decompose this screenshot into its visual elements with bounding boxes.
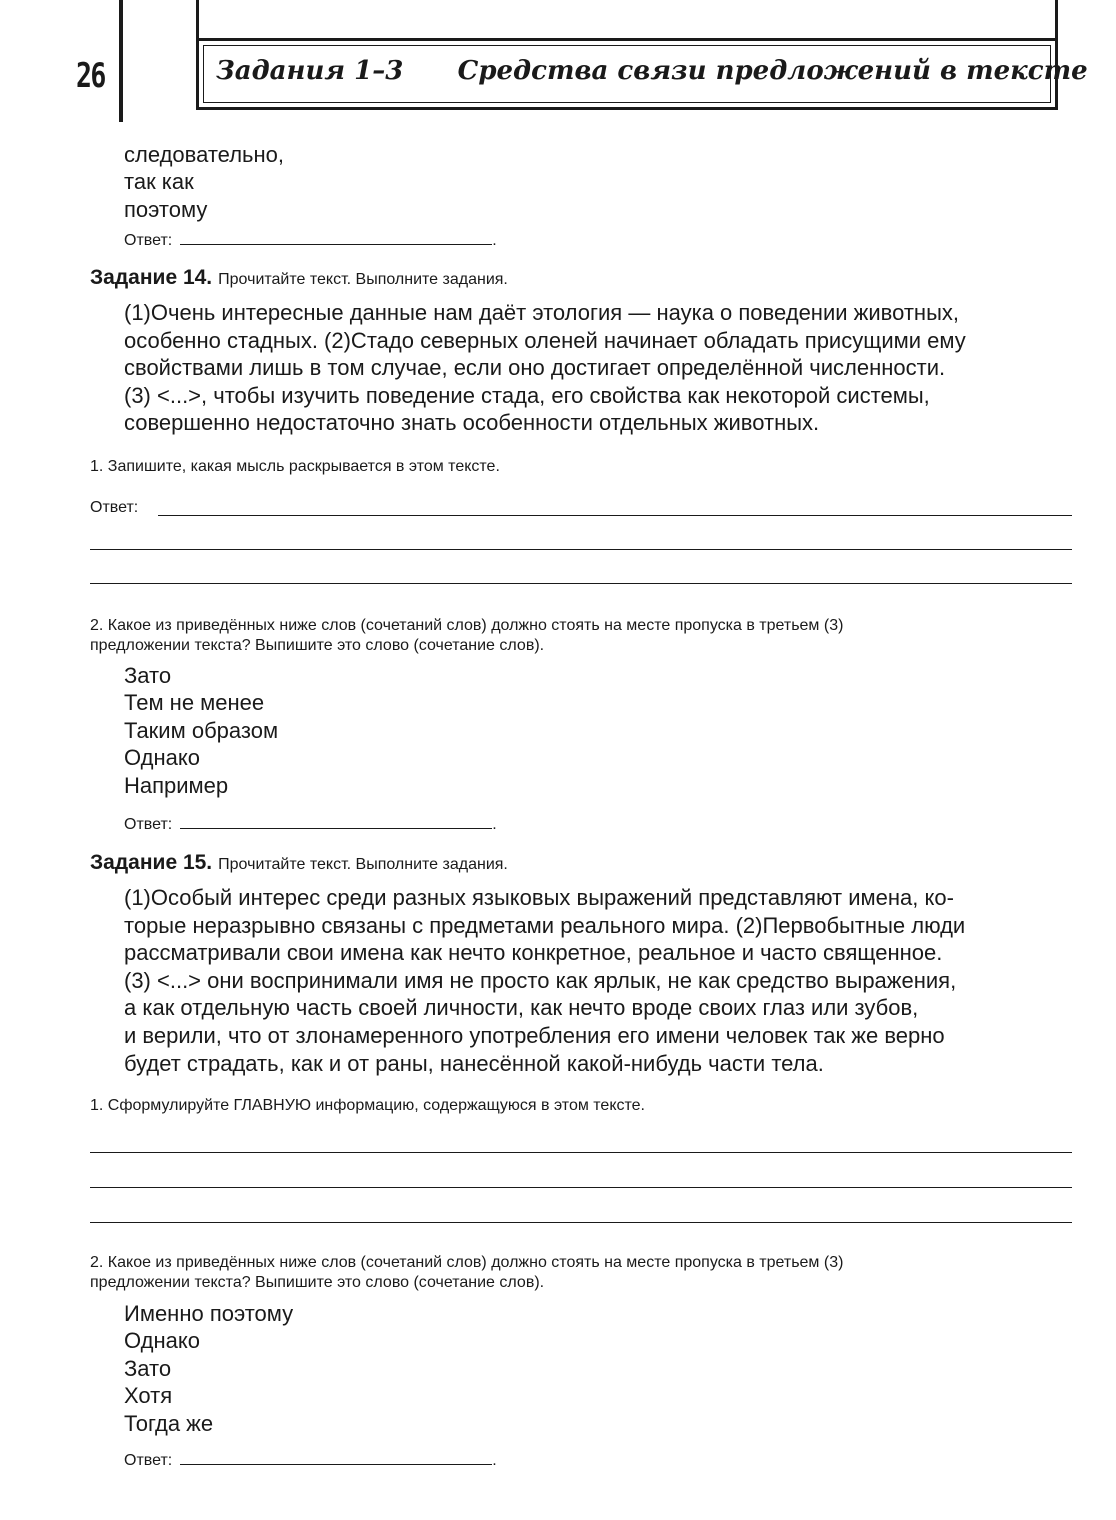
- task14-q1-answer-line[interactable]: [158, 515, 1072, 516]
- left-margin-bar: [119, 0, 123, 122]
- text-line: свойствами лишь в том случае, если оно достигает определённой численности.: [124, 355, 946, 381]
- option-item: Например: [124, 772, 229, 798]
- task14-text: [124, 299, 1072, 437]
- header-topic: Средства связи предложений в тексте: [457, 56, 1088, 86]
- option-item: Именно поэтому: [124, 1301, 294, 1326]
- text-line: а как отдельную часть своей личности, как нечто вроде своих глаз или зубов,: [124, 995, 919, 1021]
- answer-label: Ответ:: [124, 816, 173, 833]
- text-line: особенно стадных. (2)Стадо северных оленей начинает обладать присущими ему: [124, 327, 966, 353]
- text-line: (3) <...>, чтобы изучить поведение стада, его свойства как некоторой системы,: [124, 382, 930, 408]
- task14-q1-answer-line[interactable]: [90, 583, 1072, 584]
- task14-q1-answer-label: Ответ:: [90, 499, 139, 516]
- answer-blank[interactable]: [180, 228, 492, 245]
- text-line: (1)Особый интерес среди разных языковых выражений представляют имена, ко-: [124, 885, 954, 910]
- option-item: так как: [124, 169, 194, 195]
- text-line: и верили, что от злонамеренного употребления его имени человек так же верно: [124, 1022, 945, 1048]
- option-item: поэтому: [124, 196, 208, 222]
- task15-q1-answer-line[interactable]: [90, 1187, 1072, 1188]
- page-number: 26: [76, 56, 105, 96]
- task14-question-2: 2. Какое из приведённых ниже слов (сочетаний слов) должно стоять на месте пропуска в третьем (3) предложении текста? Выпишите это слово (сочетание слов).: [90, 617, 844, 654]
- task15-heading: [90, 851, 508, 875]
- text-line: рассматривали свои имена как нечто конкретное, реальное и часто священное.: [124, 940, 943, 966]
- option-item: Тогда же: [124, 1410, 214, 1436]
- task15-options: [124, 1300, 293, 1437]
- task14-title: Задание 14.: [90, 266, 213, 289]
- text-line: будет страдать, как и от раны, нанесённой какой-нибудь части тела.: [124, 1050, 824, 1076]
- answer-blank[interactable]: [180, 1448, 492, 1465]
- text-line: торые неразрывно связаны с предметами реального мира. (2)Первобытные люди: [124, 912, 966, 938]
- option-item: Таким образом: [124, 717, 279, 743]
- task15-q1-answer-line[interactable]: [90, 1152, 1072, 1153]
- option-item: Тем не менее: [124, 690, 265, 716]
- option-item: Однако: [124, 745, 200, 771]
- task14-q1-answer-line[interactable]: [90, 549, 1072, 550]
- task15-question-2: 2. Какое из приведённых ниже слов (сочетаний слов) должно стоять на месте пропуска в третьем (3) предложении текста? Выпишите это слово (сочетание слов).: [90, 1254, 844, 1291]
- option-item: следовательно,: [124, 142, 284, 167]
- task15-instruction: Прочитайте текст. Выполните задания.: [218, 856, 508, 873]
- task14-instruction: Прочитайте текст. Выполните задания.: [218, 271, 508, 288]
- task14-heading: [90, 266, 508, 290]
- answer-blank[interactable]: [180, 812, 492, 829]
- task15-q2-answer[interactable]: Ответ: .: [124, 1448, 497, 1470]
- option-item: Зато: [124, 1355, 172, 1381]
- prev-task-options: [124, 141, 284, 223]
- task15-title: Задание 15.: [90, 851, 213, 874]
- text-line: (1)Очень интересные данные нам даёт этология — наука о поведении животных,: [124, 300, 959, 325]
- option-item: Однако: [124, 1328, 200, 1354]
- prev-task-answer[interactable]: Ответ: .: [124, 228, 497, 250]
- header-title: [216, 56, 1088, 86]
- header-rule-right: [1055, 0, 1058, 40]
- task15-text: [124, 884, 1072, 1077]
- header-rule-left: [196, 0, 199, 40]
- task14-question-1: 1. Запишите, какая мысль раскрывается в этом тексте.: [90, 458, 500, 475]
- task15-question-1: 1. Сформулируйте ГЛАВНУЮ информацию, содержащуюся в этом тексте.: [90, 1097, 645, 1114]
- text-line: (3) <...> они воспринимали имя не просто как ярлык, не как средство выражения,: [124, 967, 957, 993]
- task14-q2-answer[interactable]: Ответ: .: [124, 812, 497, 834]
- option-item: Хотя: [124, 1383, 173, 1409]
- answer-label: Ответ:: [124, 1452, 173, 1469]
- option-item: Зато: [124, 663, 172, 688]
- task15-q1-answer-line[interactable]: [90, 1222, 1072, 1223]
- answer-label: Ответ:: [124, 232, 173, 249]
- text-line: совершенно недостаточно знать особенности отдельных животных.: [124, 410, 820, 436]
- task14-options: [124, 662, 278, 799]
- header-section: Задания 1–3: [216, 56, 404, 86]
